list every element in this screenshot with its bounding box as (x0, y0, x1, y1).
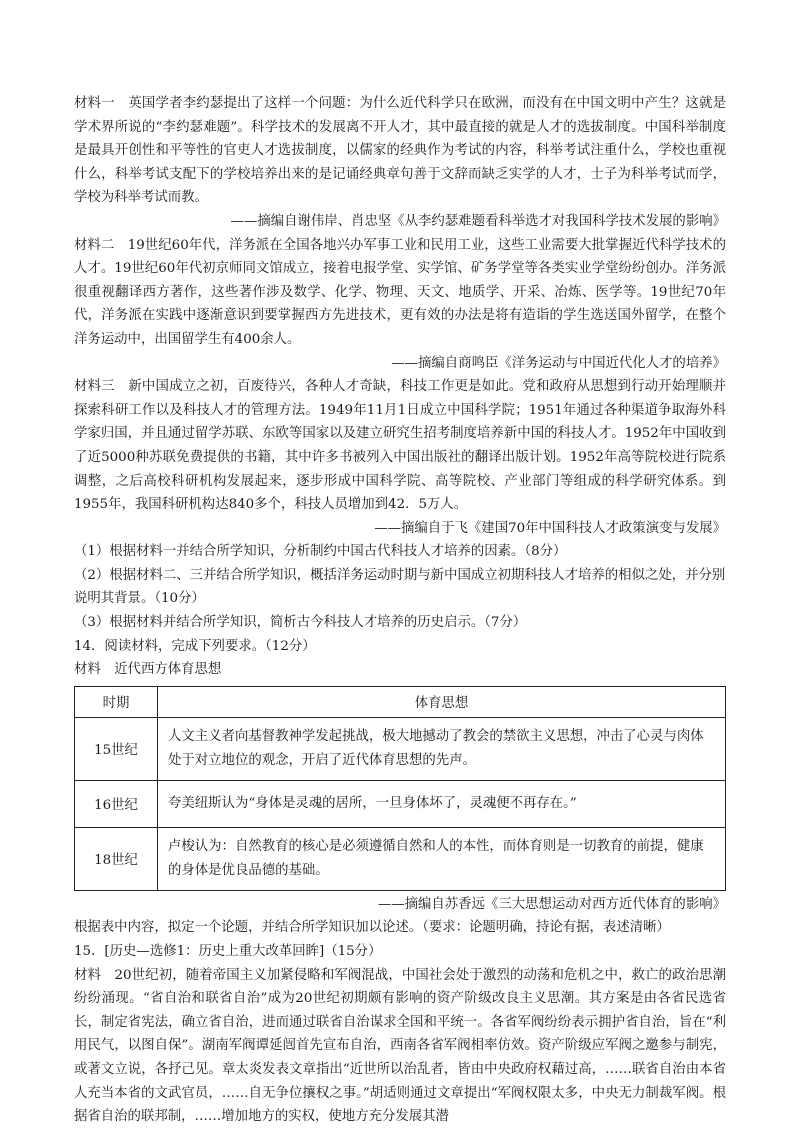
table-row (75, 827, 726, 890)
table-cell-period: 18世纪 (75, 827, 158, 890)
question-14-requirement: 根据表中内容，拟定一个论题，并结合所学知识加以论述。（要求：论题明确，持论有据，表述清晰） (74, 920, 670, 936)
table-cell-period: 15世纪 (75, 717, 158, 780)
material-2-text: 材料二 19世纪60年代，洋务派在全国各地兴办军事工业和民用工业，这些工业需要大批掌握近代科学技术的人才。19世纪60年代初京师同文馆成立，接着电报学堂、实学馆、矿务学堂等各类实业学堂纷纷创办。洋务派很重视翻译西方著作，这些著作涉及数学、化学、物理、天文、地质学、开采、冶炼、医学等。19世纪70年代，洋务派在实践中逐渐意识到要掌握西方先进技术，更有效的办法是将有造诣的学生选送国外留学，在整个洋务运动中，出国留学生有400余人。 (74, 237, 726, 347)
question-13-2: （2）根据材料二、三并结合所学知识，概括洋务运动时期与新中国成立初期科技人才培养的相似之处，并分别说明其背景。（10分） (74, 567, 726, 607)
exam-page (74, 92, 726, 1129)
question-14-material-title: 材料 近代西方体育思想 (74, 662, 222, 678)
question-15-material-text: 材料 20世纪初，随着帝国主义加紧侵略和军阀混战，中国社会处于激烈的动荡和危机之中，救亡的政治思潮纷纷涌现。“省自治和联省自治”成为20世纪初期颇有影响的资产阶级改良主义思潮。其方案是由各省民选省长，制定省宪法，确立省自治，进而通过联省自治谋求全国和平统一。各省军阀纷纷表示拥护省自治，旨在“利用民气，以图自保”。湖南军阀谭延闿首先宣布自治，西南各省军阀相率仿效。资产阶级应军阀之邀参与制宪，或著文立说，各抒己见。章太炎发表文章指出“近世所以治乱者，皆由中央政府权藉过高，……联省自治由本省人充当本省的文武官员，……自无争位攘权之事。”胡适则通过文章提出“军阀权限太多，中央无力制裁军阀。根据省自治的联邦制，……增加地方的实权，使地方充分发展其潜 (74, 967, 726, 1125)
table-cell-period: 16世纪 (75, 780, 158, 827)
table-row (75, 780, 726, 827)
question-14-heading: 14．阅读材料，完成下列要求。（12分） (74, 638, 316, 654)
table-cell-thought: 卢梭认为：自然教育的核心是必须遵循自然和人的本性，而体育则是一切教育的前提，健康的身体是优良品德的基础。 (158, 827, 726, 890)
table-header-period: 时期 (75, 686, 158, 717)
table-row (75, 717, 726, 780)
table-header-thought: 体育思想 (158, 686, 726, 717)
table-cell-thought: 夸美纽斯认为“身体是灵魂的居所，一旦身体坏了，灵魂便不再存在。” (158, 780, 726, 827)
table-header-row (75, 686, 726, 717)
question-14-source: ——摘编自苏香远《三大思想运动对西方近代体育的影响》 (377, 896, 726, 912)
question-13-3: （3）根据材料并结合所学知识，简析古今科技人才培养的历史启示。（7分） (74, 615, 527, 631)
material-1-source: ——摘编自谢伟岸、肖忠坚《从李约瑟难题看科举选才对我国科学技术发展的影响》 (230, 213, 726, 229)
question-15-heading: 15．[历史—选修1：历史上重大改革回眸]（15分） (74, 944, 382, 960)
material-3-text: 材料三 新中国成立之初，百废待兴，各种人才奇缺，科技工作更是如此。党和政府从思想到行动开始理顺并探索科研工作以及科技人才的管理方法。1949年11月1日成立中国科学院；1951年通过各种渠道争取海外科学家归国，并且通过留学苏联、东欧等国家以及建立研究生招考制度培养新中国的科技人才。1952年中国收到了近5000种苏联免费提供的书籍，其中许多书被列入中国出版社的翻译出版计划。1952年高等院校进行院系调整，之后高校科研机构发展起来，逐步形成中国科学院、高等院校、产业部门等组成的科学研究体系。到1955年，我国科研机构达840多个，科技人员增加到42．5万人。 (74, 379, 726, 513)
material-2-source: ——摘编自商鸣臣《洋务运动与中国近代化人才的培养》 (391, 355, 726, 371)
table-cell-thought: 人文主义者向基督教神学发起挑战，极大地撼动了教会的禁欲主义思想，冲击了心灵与肉体处于对立地位的观念，开启了近代体育思想的先声。 (158, 717, 726, 780)
material-1-text: 材料一 英国学者李约瑟提出了这样一个问题：为什么近代科学只在欧洲，而没有在中国文明中产生？这就是学术界所说的“李约瑟难题”。科学技术的发展离不开人才，其中最直接的就是人才的选拔制度。中国科举制度是最具开创性和平等性的官吏人才选拔制度，以儒家的经典作为考试的内容，科举考试注重什么，学校也重视什么，科举考试支配下的学校培养出来的是记诵经典章句善于文辞而缺乏实学的人才，士子为科举考试而学，学校为科举考试而教。 (74, 96, 726, 206)
sports-thought-table (74, 686, 726, 891)
question-13-1: （1）根据材料一并结合所学知识，分析制约中国古代科技人才培养的因素。（8分） (74, 544, 567, 560)
material-3-source: ——摘编自于飞《建国70年中国科技人才政策演变与发展》 (374, 520, 726, 536)
